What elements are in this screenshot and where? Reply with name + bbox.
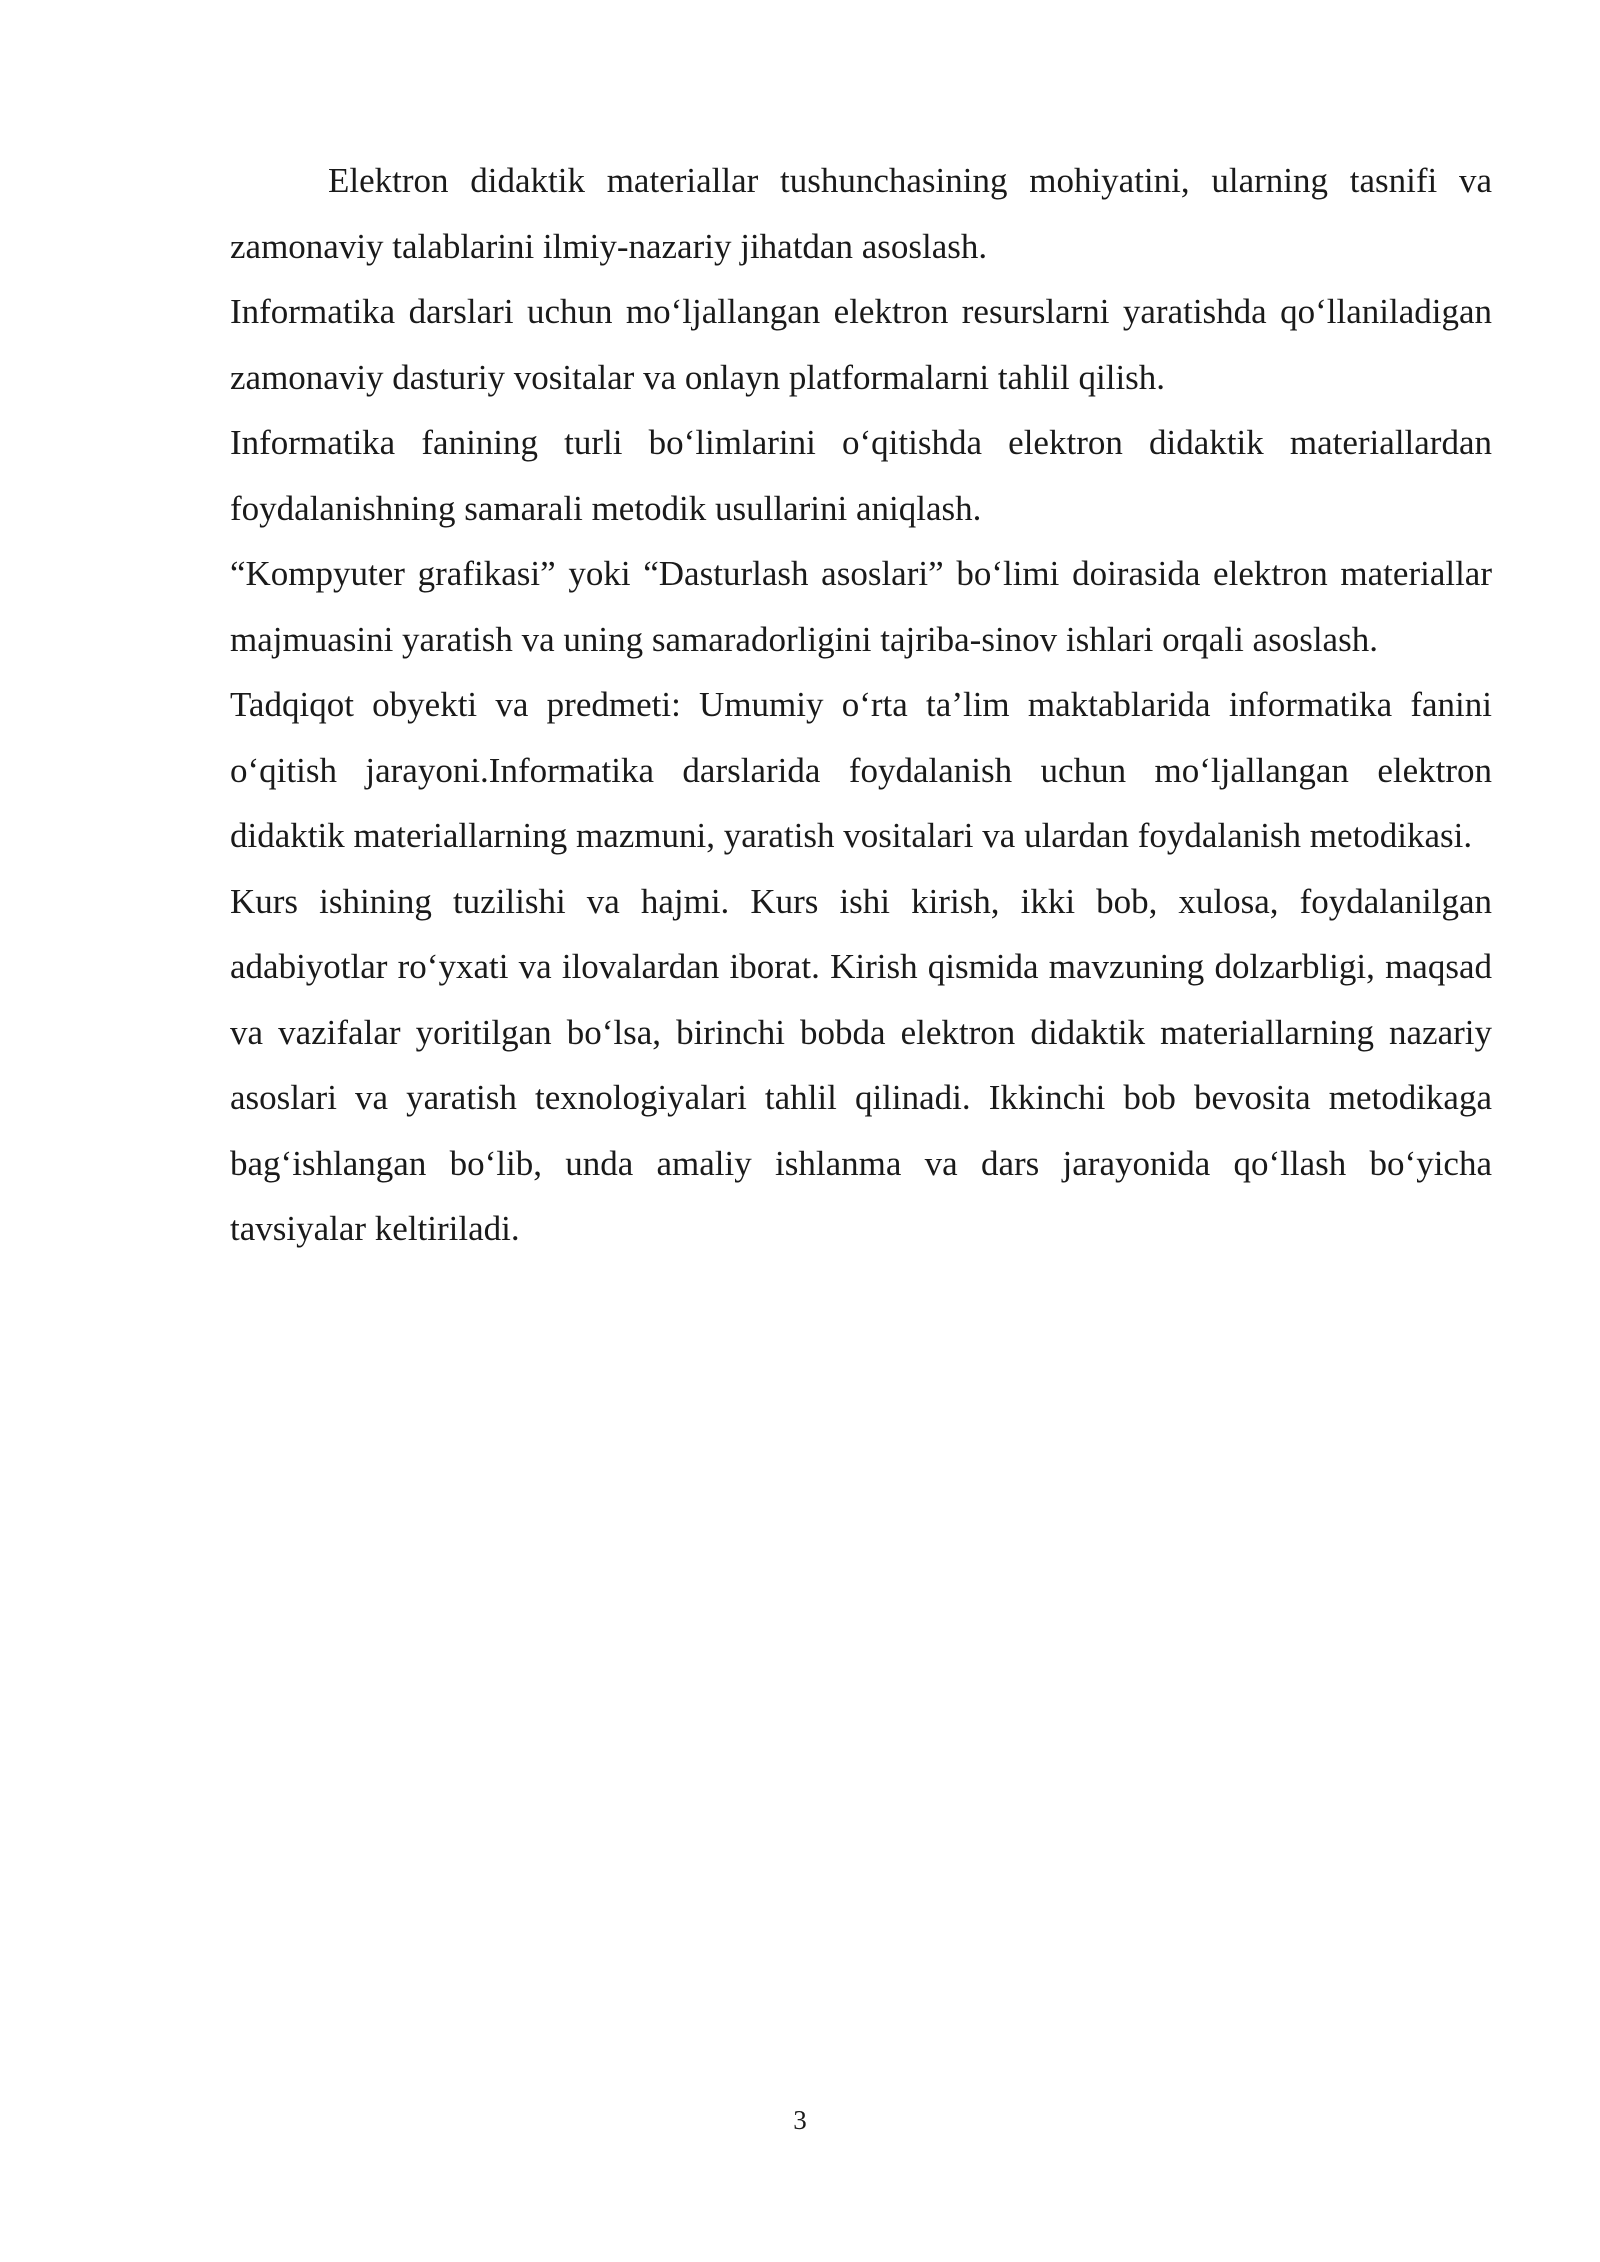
paragraph-research-object: Tadqiqot obyekti va predmeti: Umumiy o‘rta ta’lim maktablarida informatika fanini o‘qitish jarayoni.Informatika darslarida foydalanish uchun mo‘ljallangan elektron didaktik materiallarning mazmuni, yaratish vositalari va ulardan foydalanish metodikasi.: [230, 685, 1492, 855]
paragraph-structure: Kurs ishining tuzilishi va hajmi. Kurs ishi kirish, ikki bob, xulosa, foydalanilgan adabiyotlar ro‘yxati va ilovalardan iborat. Kirish qismida mavzuning dolzarbligi, maqsad va vazifalar yoritilgan bo‘lsa, birinchi bobda elektron didaktik materiallarning nazariy asoslari va yaratish texnologiyalari tahlil qilinadi. Ikkinchi bob bevosita metodikaga bag‘ishlangan bo‘lib, unda amaliy ishlanma va dars jarayonida qo‘llash bo‘yicha tavsiyalar keltiriladi.: [230, 881, 1492, 1248]
page-body: [230, 148, 1492, 1262]
paragraph-goal-3: Informatika fanining turli bo‘limlarini o‘qitishda elektron didaktik materiallardan foydalanishning samarali metodik usullarini aniqlash.: [230, 423, 1492, 528]
page-number: 3: [793, 2105, 807, 2135]
paragraph-goal-1: Elektron didaktik materiallar tushunchasining mohiyatini, ularning tasnifi va zamonaviy talablarini ilmiy-nazariy jihatdan asoslash.: [230, 161, 1492, 266]
paragraph-goal-4: “Kompyuter grafikasi” yoki “Dasturlash asoslari” bo‘limi doirasida elektron materiallar majmuasini yaratish va uning samaradorligini tajriba-sinov ishlari orqali asoslash.: [230, 554, 1492, 659]
paragraph-goal-2: Informatika darslari uchun mo‘ljallangan elektron resurslarni yaratishda qo‘llaniladigan zamonaviy dasturiy vositalar va onlayn platformalarni tahlil qilish.: [230, 292, 1492, 397]
